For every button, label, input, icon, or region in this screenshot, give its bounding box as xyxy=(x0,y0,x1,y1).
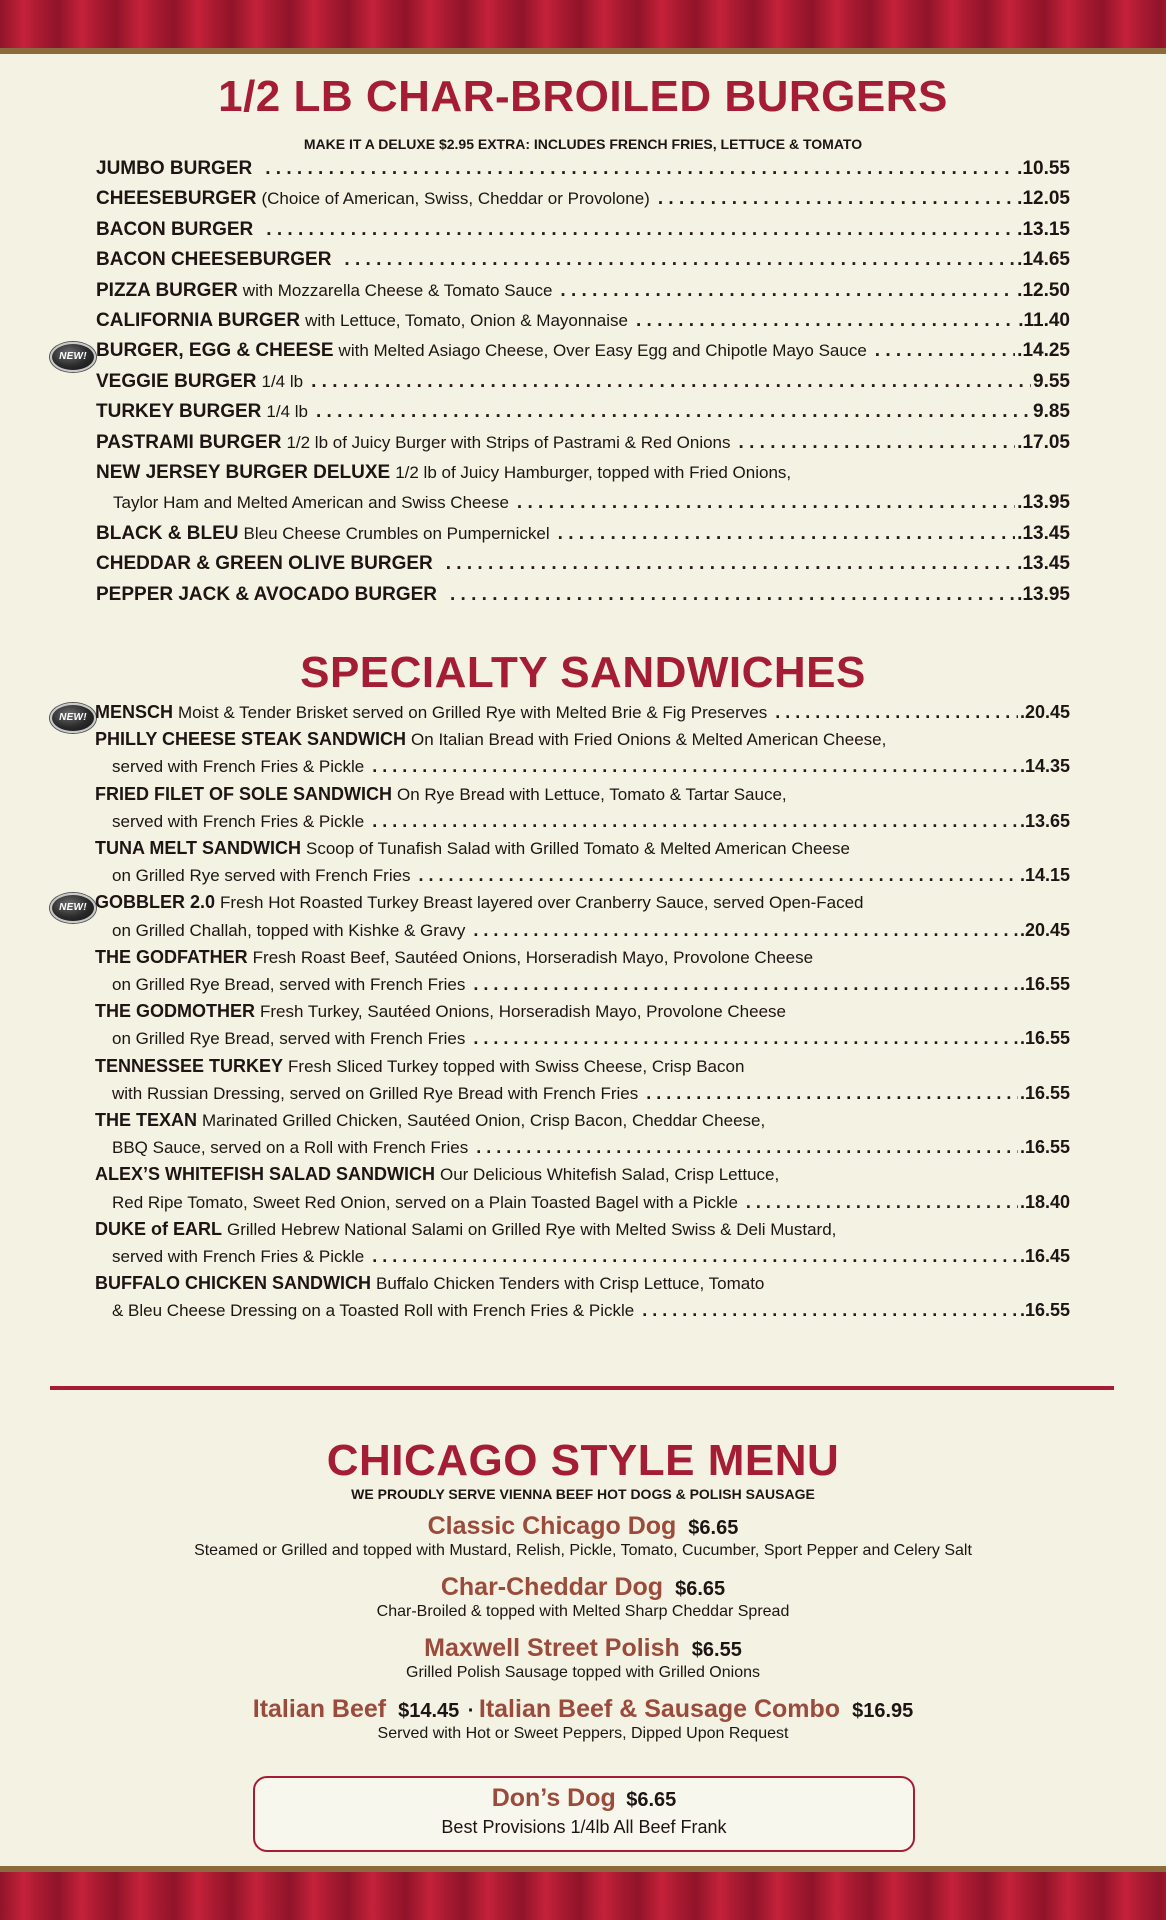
dot-leader xyxy=(372,811,1018,832)
dot-leader xyxy=(517,492,1015,514)
menu-item-name: CHEDDAR & GREEN OLIVE BURGER xyxy=(96,553,433,575)
menu-item-name: MENSCH xyxy=(95,702,174,722)
italian-beef-desc: Served with Hot or Sweet Peppers, Dipped Upon Request xyxy=(377,1725,789,1742)
menu-item xyxy=(96,462,1070,492)
menu-item-desc: with Lettuce, Tomato, Onion & Mayonnaise xyxy=(305,311,628,330)
top-decorative-band xyxy=(0,0,1166,54)
menu-item-desc: Taylor Ham and Melted American and Swiss Cheese xyxy=(113,493,509,513)
menu-item-price: .17.05 xyxy=(1017,431,1070,453)
menu-item-desc: with Mozzarella Cheese & Tomato Sauce xyxy=(242,280,553,300)
menu-item-price: .13.15 xyxy=(1017,218,1070,240)
menu-item-price: .14.25 xyxy=(1017,340,1070,362)
menu-item-name: TURKEY BURGER xyxy=(96,401,262,423)
menu-item-continuation xyxy=(95,1028,1070,1055)
dot-leader xyxy=(344,249,1015,271)
menu-item xyxy=(96,432,1070,462)
menu-item-name: PHILLY CHEESE STEAK SANDWICH xyxy=(95,729,407,750)
menu-item-price: .12.05 xyxy=(1017,188,1070,210)
menu-item-continuation xyxy=(95,974,1070,1001)
italian-beef-line xyxy=(0,1695,1166,1724)
menu-item-price: .11.40 xyxy=(1018,310,1070,331)
menu-item-continuation xyxy=(95,756,1070,783)
menu-item-desc: Fresh Turkey, Sautéed Onions, Horseradish Mayo, Provolone Cheese xyxy=(260,1002,787,1022)
menu-item-name: BLACK & BLEU xyxy=(96,522,239,544)
menu-item xyxy=(95,729,1070,756)
menu-item-continuation xyxy=(95,1300,1070,1327)
chicago-item-price: $6.55 xyxy=(691,1639,742,1661)
dot-leader xyxy=(473,974,1018,995)
menu-item-desc: 1/4 lb xyxy=(261,371,304,391)
menu-item-desc: on Grilled Rye Bread, served with French Fries xyxy=(112,1029,466,1049)
new-badge-icon: NEW! xyxy=(50,703,96,733)
menu-item-name: BURGER, EGG & CHEESE xyxy=(96,340,334,362)
menu-item-desc: 1/2 lb of Juicy Burger with Strips of Pastrami & Red Onions xyxy=(286,432,731,452)
menu-item-name: CALIFORNIA BURGER xyxy=(96,310,301,331)
menu-item-name: ALEX’S WHITEFISH SALAD SANDWICH xyxy=(95,1164,435,1185)
menu-item-price: .10.55 xyxy=(1017,158,1070,179)
menu-item-desc: 1/2 lb of Juicy Hamburger, topped with Fried Onions, xyxy=(395,463,792,482)
menu-item xyxy=(95,1164,1070,1191)
menu-item xyxy=(96,340,1070,370)
dons-dog-price: $6.65 xyxy=(626,1789,677,1811)
menu-item-price: .13.65 xyxy=(1019,810,1070,831)
menu-item-name: TUNA MELT SANDWICH xyxy=(95,838,301,858)
menu-item-price: .14.35 xyxy=(1019,756,1070,777)
menu-item-desc: Buffalo Chicken Tenders with Crisp Lettuce, Tomato xyxy=(376,1274,765,1294)
menu-item-continuation xyxy=(95,811,1070,838)
burgers-title: 1/2 LB CHAR-BROILED BURGERS xyxy=(218,72,948,121)
menu-item-desc: with Melted Asiago Cheese, Over Easy Egg and Chipotle Mayo Sauce xyxy=(338,341,867,361)
dot-leader xyxy=(372,756,1018,777)
new-badge-icon: NEW! xyxy=(50,893,96,923)
menu-item xyxy=(95,1219,1070,1246)
sandwiches-title: SPECIALTY SANDWICHES xyxy=(300,648,866,697)
dot-leader xyxy=(473,1028,1018,1049)
menu-item xyxy=(96,584,1070,614)
menu-item-desc: & Bleu Cheese Dressing on a Toasted Roll with French Fries & Pickle xyxy=(112,1301,635,1321)
menu-item xyxy=(95,784,1070,811)
dot-leader xyxy=(658,188,1015,210)
burgers-subtitle: MAKE IT A DELUXE $2.95 EXTRA: INCLUDES FRENCH FRIES, LETTUCE & TOMATO xyxy=(303,136,863,152)
dot-leader xyxy=(746,1192,1018,1213)
menu-item-price: .16.45 xyxy=(1019,1246,1070,1266)
chicago-item-price: $6.65 xyxy=(675,1578,726,1600)
menu-item-name: THE GODMOTHER xyxy=(95,1001,255,1022)
dot-leader xyxy=(875,340,1015,362)
menu-item xyxy=(95,1110,1070,1137)
menu-item-continuation xyxy=(95,1083,1070,1110)
dot-leader xyxy=(311,371,1031,393)
menu-item-price: .16.55 xyxy=(1019,974,1070,994)
menu-item-price: 9.85 xyxy=(1033,401,1070,423)
menu-item-name: PEPPER JACK & AVOCADO BURGER xyxy=(96,583,437,605)
menu-item-price: .13.45 xyxy=(1017,553,1070,575)
menu-item-desc: Fresh Roast Beef, Sautéed Onions, Horseradish Mayo, Provolone Cheese xyxy=(252,947,814,967)
menu-item-name: NEW JERSEY BURGER DELUXE xyxy=(96,462,391,483)
chicago-item xyxy=(0,1573,1166,1602)
menu-item xyxy=(96,553,1070,583)
menu-item-name: PIZZA BURGER xyxy=(96,279,238,301)
menu-item xyxy=(95,1273,1070,1300)
menu-item-price: .18.40 xyxy=(1019,1191,1070,1212)
dot-leader xyxy=(642,1300,1018,1321)
menu-item-desc: served with French Fries & Pickle xyxy=(112,757,365,777)
chicago-title: CHICAGO STYLE MENU xyxy=(326,1436,840,1485)
dons-dog-box xyxy=(253,1776,915,1852)
italian-beef-name: Italian Beef xyxy=(252,1695,387,1723)
menu-item xyxy=(96,523,1070,553)
chicago-item xyxy=(0,1634,1166,1663)
menu-item-name: GOBBLER 2.0 xyxy=(95,892,216,913)
separator-dot: · xyxy=(467,1700,475,1722)
dot-leader xyxy=(775,702,1018,723)
menu-item-desc: (Choice of American, Swiss, Cheddar or Provolone) xyxy=(261,189,650,209)
menu-item-desc: on Grilled Rye Bread, served with French Fries xyxy=(112,975,466,994)
chicago-subtitle: WE PROUDLY SERVE VIENNA BEEF HOT DOGS & POLISH SAUSAGE xyxy=(351,1486,815,1502)
section-divider xyxy=(50,1386,1114,1390)
menu-item-price: .16.55 xyxy=(1019,1028,1070,1049)
menu-item-desc: on Grilled Rye served with French Fries xyxy=(112,866,411,886)
menu-item xyxy=(96,401,1070,431)
menu-item-price: .20.45 xyxy=(1019,919,1070,940)
menu-item-desc: with Russian Dressing, served on Grilled Rye Bread with French Fries xyxy=(112,1083,639,1103)
combo-price: $16.95 xyxy=(852,1700,914,1722)
menu-item xyxy=(96,219,1070,249)
menu-item-continuation xyxy=(95,1246,1070,1273)
dot-leader xyxy=(739,432,1016,454)
menu-item-desc: Marinated Grilled Chicken, Sautéed Onion, Crisp Bacon, Cheddar Cheese, xyxy=(202,1111,766,1130)
menu-item-desc: On Rye Bread with Lettuce, Tomato & Tartar Sauce, xyxy=(397,784,787,804)
chicago-item-desc: Steamed or Grilled and topped with Mustard, Relish, Pickle, Tomato, Cucumber, Sport Pepper and Celery Salt xyxy=(194,1542,972,1559)
dot-leader xyxy=(473,920,1018,941)
new-badge-icon: NEW! xyxy=(50,342,96,372)
menu-item-desc: BBQ Sauce, served on a Roll with French Fries xyxy=(112,1138,469,1158)
menu-item-price: .20.45 xyxy=(1019,702,1070,722)
menu-item-name: FRIED FILET OF SOLE SANDWICH xyxy=(95,783,392,804)
menu-item-desc: Red Ripe Tomato, Sweet Red Onion, served on a Plain Toasted Bagel with a Pickle xyxy=(112,1192,738,1212)
dot-leader xyxy=(560,280,1015,302)
menu-item-name: TENNESSEE TURKEY xyxy=(95,1055,284,1076)
menu-item-name: THE TEXAN xyxy=(95,1110,198,1130)
menu-item xyxy=(95,892,1070,919)
menu-item-price: .13.95 xyxy=(1017,492,1070,514)
menu-item-desc: served with French Fries & Pickle xyxy=(112,811,365,831)
menu-item-price: .13.95 xyxy=(1017,583,1070,605)
dons-dog-desc: Best Provisions 1/4lb All Beef Frank xyxy=(441,1817,727,1837)
dot-leader xyxy=(558,523,1016,545)
menu-item xyxy=(95,1056,1070,1083)
dons-dog-name: Don’s Dog xyxy=(491,1784,616,1812)
menu-item-desc: served with French Fries & Pickle xyxy=(112,1247,365,1266)
menu-item-name: BACON CHEESEBURGER xyxy=(96,249,332,271)
dot-leader xyxy=(446,553,1015,575)
menu-item-name: DUKE of EARL xyxy=(95,1218,222,1239)
menu-item-desc: On Italian Bread with Fried Onions & Melted American Cheese, xyxy=(411,730,887,750)
chicago-item-desc: Char-Broiled & topped with Melted Sharp Cheddar Spread xyxy=(376,1603,790,1620)
menu-item-name: VEGGIE BURGER xyxy=(96,370,257,392)
menu-item xyxy=(95,1001,1070,1028)
menu-item-price: 9.55 xyxy=(1033,370,1070,392)
menu-item-name: BUFFALO CHICKEN SANDWICH xyxy=(95,1273,371,1294)
menu-item-price: .12.50 xyxy=(1017,279,1070,301)
italian-beef-price: $14.45 xyxy=(398,1700,460,1722)
menu-item-name: THE GODFATHER xyxy=(95,946,248,967)
chicago-item-name: Classic Chicago Dog xyxy=(427,1512,677,1540)
menu-item-desc: Our Delicious Whitefish Salad, Crisp Lettuce, xyxy=(440,1165,780,1185)
chicago-item-price: $6.65 xyxy=(688,1517,739,1539)
dot-leader xyxy=(266,219,1015,241)
menu-item xyxy=(95,947,1070,974)
dot-leader xyxy=(476,1137,1018,1158)
menu-item-desc: on Grilled Challah, topped with Kishke & Gravy xyxy=(112,920,466,940)
menu-item xyxy=(96,280,1070,310)
dot-leader xyxy=(636,310,1016,332)
chicago-item-name: Char-Cheddar Dog xyxy=(440,1573,664,1601)
chicago-item-name: Maxwell Street Polish xyxy=(424,1634,680,1662)
menu-item-name: JUMBO BURGER xyxy=(96,158,253,179)
menu-item xyxy=(96,371,1070,401)
menu-item-name: PASTRAMI BURGER xyxy=(96,431,282,453)
menu-item-desc: Grilled Hebrew National Salami on Grilled Rye with Melted Swiss & Deli Mustard, xyxy=(227,1219,837,1239)
menu-item-price: .14.15 xyxy=(1019,865,1070,886)
menu-item-price: .14.65 xyxy=(1017,249,1070,271)
menu-item-name: CHEESEBURGER xyxy=(96,188,257,210)
menu-item xyxy=(96,158,1070,188)
menu-item-continuation xyxy=(95,1137,1070,1164)
menu-item xyxy=(95,702,1070,729)
menu-item xyxy=(96,188,1070,218)
menu-item-continuation xyxy=(96,492,1070,522)
menu-item-price: .16.55 xyxy=(1019,1300,1070,1321)
bottom-decorative-band xyxy=(0,1866,1166,1920)
dot-leader xyxy=(646,1083,1018,1104)
chicago-item-desc: Grilled Polish Sausage topped with Grilled Onions xyxy=(406,1664,760,1681)
menu-item-desc: Fresh Sliced Turkey topped with Swiss Cheese, Crisp Bacon xyxy=(288,1056,745,1076)
menu-item xyxy=(95,838,1070,865)
combo-name: Italian Beef & Sausage Combo xyxy=(478,1695,841,1723)
dot-leader xyxy=(316,401,1031,423)
menu-item-continuation xyxy=(95,920,1070,947)
chicago-item xyxy=(0,1512,1166,1541)
menu-item-desc: 1/4 lb xyxy=(266,402,308,422)
menu-item-desc: Moist & Tender Brisket served on Grilled Rye with Melted Brie & Fig Preserves xyxy=(178,703,768,722)
menu-item xyxy=(96,249,1070,279)
menu-item xyxy=(96,310,1070,340)
dot-leader xyxy=(450,584,1015,606)
menu-item-name: BACON BURGER xyxy=(96,218,254,240)
dot-leader xyxy=(419,865,1018,886)
menu-item-continuation xyxy=(95,865,1070,892)
menu-item-desc: Bleu Cheese Crumbles on Pumpernickel xyxy=(243,523,550,543)
menu-item-price: .16.55 xyxy=(1019,1137,1070,1158)
menu-item-continuation xyxy=(95,1192,1070,1219)
menu-item-price: .13.45 xyxy=(1017,522,1070,544)
dot-leader xyxy=(265,158,1015,180)
dot-leader xyxy=(372,1246,1018,1267)
menu-item-desc: Scoop of Tunafish Salad with Grilled Tomato & Melted American Cheese xyxy=(305,839,850,858)
menu-item-desc: Fresh Hot Roasted Turkey Breast layered over Cranberry Sauce, served Open-Faced xyxy=(220,893,864,913)
menu-item-price: .16.55 xyxy=(1019,1082,1070,1103)
